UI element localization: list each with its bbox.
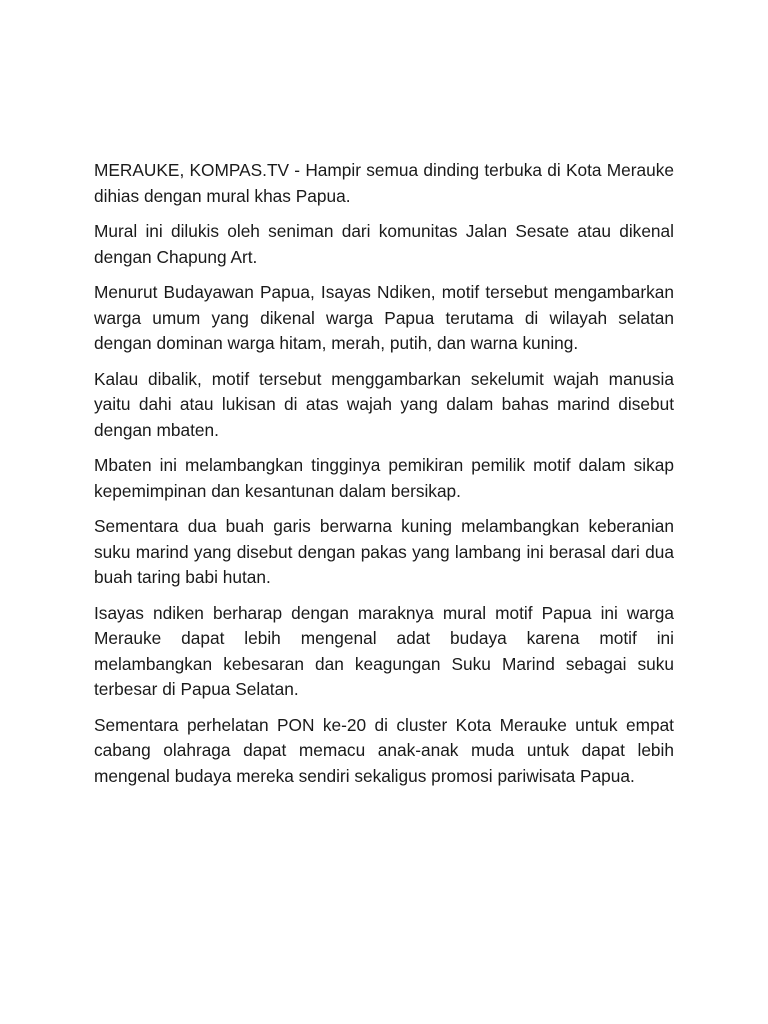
article-body [94,158,674,799]
paragraph: Mbaten ini melambangkan tingginya pemikiran pemilik motif dalam sikap kepemimpinan dan kesantunan dalam bersikap. [94,455,674,501]
paragraph: Isayas ndiken berharap dengan maraknya mural motif Papua ini warga Merauke dapat lebih mengenal adat budaya karena motif ini melambangkan kebesaran dan keagungan Suku Marind sebagai suku terbesar di Papua Selatan. [94,602,674,699]
paragraph: Sementara perhelatan PON ke-20 di cluster Kota Merauke untuk empat cabang olahraga dapat memacu anak-anak muda untuk dapat lebih mengenal budaya mereka sendiri sekaligus promosi pariwisata Papua. [94,714,674,786]
paragraph: Kalau dibalik, motif tersebut menggambarkan sekelumit wajah manusia yaitu dahi atau lukisan di atas wajah yang dalam bahas marind disebut dengan mbaten. [94,368,674,440]
paragraph: Mural ini dilukis oleh seniman dari komunitas Jalan Sesate atau dikenal dengan Chapung Art. [94,221,674,267]
paragraph: Sementara dua buah garis berwarna kuning melambangkan keberanian suku marind yang disebut dengan pakas yang lambang ini berasal dari dua buah taring babi hutan. [94,516,674,587]
paragraph: Menurut Budayawan Papua, Isayas Ndiken, motif tersebut mengambarkan warga umum yang dikenal warga Papua terutama di wilayah selatan dengan dominan warga hitam, merah, putih, dan warna kuning. [94,282,674,353]
paragraph: MERAUKE, KOMPAS.TV - Hampir semua dinding terbuka di Kota Merauke dihias dengan mural khas Papua. [94,160,674,206]
